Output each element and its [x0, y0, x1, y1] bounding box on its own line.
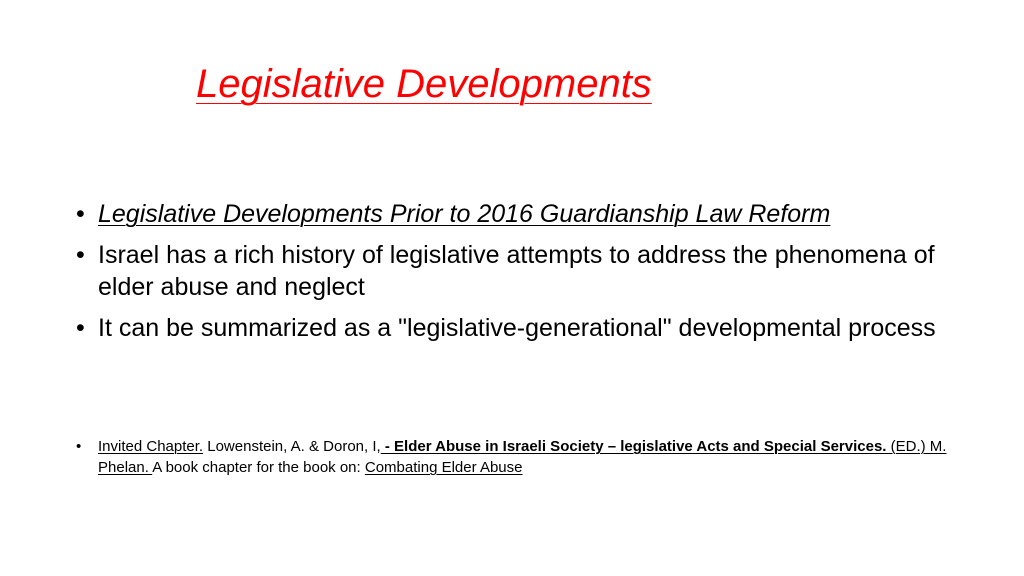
- book-title-link[interactable]: Combating Elder Abuse: [364, 459, 523, 476]
- reference-citation: [76, 436, 958, 478]
- editor-link[interactable]: (ED.) M. Phelan.: [98, 438, 947, 476]
- reference-authors: Lowenstein, A. & Doron, I,: [203, 438, 381, 455]
- bullet-heading-prior-2016-reform: • Legislative Developments Prior to 2016 Guardianship Law Reform: [76, 198, 956, 230]
- bullet-legislative-generational: • It can be summarized as a "legislative-generational" developmental process: [76, 312, 956, 344]
- chapter-title-link[interactable]: - Elder Abuse in Israeli Society – legislative Acts and Special Services.: [380, 438, 887, 455]
- slide-title: Legislative Developments: [196, 62, 652, 106]
- bullet-rich-history: • Israel has a rich history of legislative attempts to address the phenomena of elder abuse and neglect: [76, 239, 956, 303]
- book-prefix-text: A book chapter for the book on:: [152, 459, 365, 476]
- invited-chapter-link[interactable]: Invited Chapter.: [98, 438, 204, 455]
- bullet-list: [76, 198, 956, 353]
